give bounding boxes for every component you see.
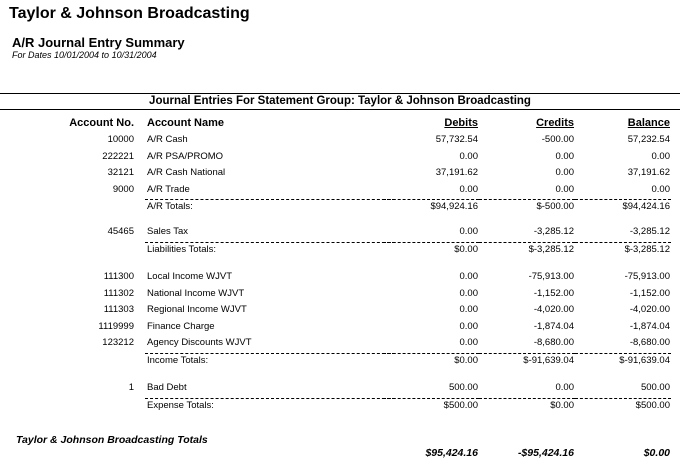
title-divider xyxy=(0,109,680,110)
subtotal-debits: $94,924.16 xyxy=(430,201,478,212)
subtotal-balance: $-91,639.04 xyxy=(619,354,670,366)
subtotal-label: A/R Totals: xyxy=(147,201,193,212)
debit-amount: 0.00 xyxy=(459,304,478,315)
top-divider xyxy=(0,93,680,94)
grand-total-balance: $0.00 xyxy=(643,447,670,459)
column-header-balance: Balance xyxy=(627,117,670,129)
grand-total-credits: -$95,424.16 xyxy=(517,447,574,459)
subtotal-label: Expense Totals: xyxy=(147,399,214,411)
column-header-account-name: Account Name xyxy=(147,117,225,129)
company-name: Taylor & Johnson Broadcasting xyxy=(9,5,250,22)
debit-amount: 0.00 xyxy=(459,287,478,299)
balance-amount: 57,232.54 xyxy=(627,134,670,145)
account-name: Agency Discounts WJVT xyxy=(147,337,252,348)
report-date-range: For Dates 10/01/2004 to 10/31/2004 xyxy=(12,50,157,60)
credit-amount: 0.00 xyxy=(555,183,574,195)
subtotal-rule xyxy=(145,199,395,200)
account-number: 111303 xyxy=(103,304,134,315)
subtotal-rule xyxy=(479,398,575,399)
balance-amount: -1,152.00 xyxy=(629,287,670,299)
credit-amount: 0.00 xyxy=(555,150,574,162)
subtotal-credits: $-91,639.04 xyxy=(523,354,574,366)
balance-amount: 0.00 xyxy=(651,183,670,195)
credit-amount: 0.00 xyxy=(555,167,574,178)
subtotal-credits: $-500.00 xyxy=(536,201,574,212)
subtotal-rule xyxy=(575,398,671,399)
account-name: Bad Debt xyxy=(147,382,187,393)
account-number: 111300 xyxy=(103,271,134,282)
account-name: Regional Income WJVT xyxy=(147,304,247,315)
subtotal-rule xyxy=(575,353,671,354)
column-header-credits: Credits xyxy=(536,117,574,129)
account-number: 123212 xyxy=(102,337,134,348)
credit-amount: -8,680.00 xyxy=(533,337,574,348)
debit-amount: 0.00 xyxy=(459,320,478,332)
balance-amount: -8,680.00 xyxy=(629,337,670,348)
account-name: A/R Cash xyxy=(147,134,188,145)
debit-amount: 0.00 xyxy=(459,337,478,348)
debit-amount: 37,191.62 xyxy=(435,167,478,178)
account-name: Finance Charge xyxy=(147,320,215,332)
account-name: Sales Tax xyxy=(147,226,189,237)
account-number: 9000 xyxy=(112,183,134,195)
account-number: 45465 xyxy=(107,226,134,237)
subtotal-rule xyxy=(145,353,395,354)
debit-amount: 0.00 xyxy=(459,226,478,237)
subtotal-credits: $-3,285.12 xyxy=(528,243,574,255)
balance-amount: -4,020.00 xyxy=(629,304,670,315)
subtotal-rule xyxy=(479,353,575,354)
subtotal-rule xyxy=(575,242,671,243)
account-name: Local Income WJVT xyxy=(147,271,232,282)
balance-amount: 500.00 xyxy=(640,382,670,393)
subtotal-rule xyxy=(383,242,479,243)
grand-total-label: Taylor & Johnson Broadcasting Totals xyxy=(16,434,208,446)
debit-amount: 0.00 xyxy=(459,271,478,282)
subtotal-debits: $0.00 xyxy=(454,243,478,255)
account-number: 10000 xyxy=(107,134,134,145)
debit-amount: 0.00 xyxy=(459,183,478,195)
subtotal-label: Liabilities Totals: xyxy=(147,243,217,255)
grand-total-debits: $95,424.16 xyxy=(425,447,478,459)
balance-amount: -1,874.04 xyxy=(629,320,670,332)
balance-amount: -3,285.12 xyxy=(629,226,670,237)
report-title: A/R Journal Entry Summary xyxy=(12,35,185,50)
subtotal-rule xyxy=(479,199,575,200)
subtotal-credits: $0.00 xyxy=(550,399,574,411)
balance-amount: 0.00 xyxy=(651,150,670,162)
credit-amount: -3,285.12 xyxy=(533,226,574,237)
subtotal-balance: $-3,285.12 xyxy=(624,243,670,255)
debit-amount: 0.00 xyxy=(459,150,478,162)
credit-amount: -500.00 xyxy=(541,134,574,145)
account-name: A/R PSA/PROMO xyxy=(147,150,224,162)
credit-amount: -1,152.00 xyxy=(533,287,574,299)
account-name: A/R Trade xyxy=(147,183,190,195)
balance-amount: 37,191.62 xyxy=(627,167,670,178)
account-number: 32121 xyxy=(107,167,134,178)
balance-amount: -75,913.00 xyxy=(624,271,670,282)
column-header-account-no: Account No. xyxy=(69,117,134,129)
account-name: National Income WJVT xyxy=(147,287,245,299)
credit-amount: -1,874.04 xyxy=(533,320,574,332)
account-number: 111302 xyxy=(103,287,134,299)
statement-group-title: Journal Entries For Statement Group: Taylor & Johnson Broadcasting xyxy=(149,95,531,107)
column-header-debits: Debits xyxy=(444,117,478,129)
account-name: A/R Cash National xyxy=(147,167,226,178)
subtotal-rule xyxy=(383,398,479,399)
subtotal-rule xyxy=(145,242,395,243)
credit-amount: -75,913.00 xyxy=(528,271,574,282)
debit-amount: 500.00 xyxy=(448,382,478,393)
credit-amount: -4,020.00 xyxy=(533,304,574,315)
subtotal-rule xyxy=(479,242,575,243)
debit-amount: 57,732.54 xyxy=(435,134,478,145)
subtotal-rule xyxy=(383,353,479,354)
subtotal-debits: $500.00 xyxy=(443,399,478,411)
account-number: 1 xyxy=(128,382,134,393)
subtotal-rule xyxy=(575,199,671,200)
subtotal-debits: $0.00 xyxy=(454,354,478,366)
account-number: 1119999 xyxy=(98,320,134,332)
subtotal-balance: $500.00 xyxy=(635,399,670,411)
account-number: 222221 xyxy=(102,150,134,162)
subtotal-label: Income Totals: xyxy=(147,354,209,366)
credit-amount: 0.00 xyxy=(555,382,574,393)
subtotal-balance: $94,424.16 xyxy=(622,201,670,212)
subtotal-rule xyxy=(145,398,395,399)
subtotal-rule xyxy=(383,199,479,200)
